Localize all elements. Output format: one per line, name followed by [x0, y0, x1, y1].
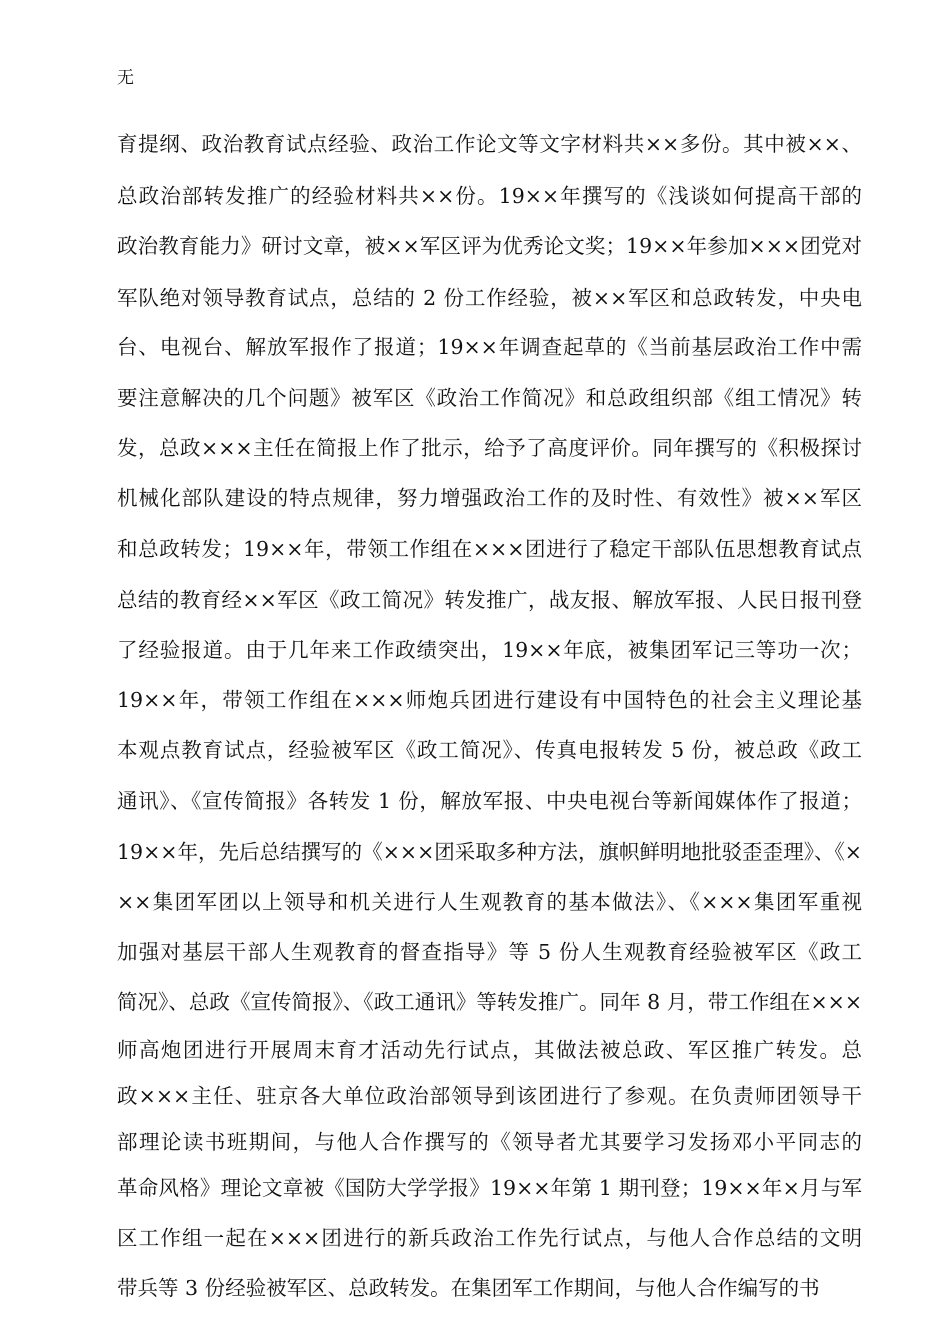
text-line: 师高炮团进行开展周末育才活动先行试点，其做法被总政、军区推广转发。总: [117, 1038, 862, 1062]
text-line: 发，总政×××主任在简报上作了批示，给予了高度评价。同年撰写的《积极探讨: [117, 436, 862, 460]
text-line: 政×××主任、驻京各大单位政治部领导到该团进行了参观。在负责师团领导干: [117, 1084, 862, 1108]
text-line: 区工作组一起在×××团进行的新兵政治工作先行试点，与他人合作总结的文明: [117, 1226, 862, 1250]
text-line: 简况》、总政《宣传简报》、《政工通讯》等转发推广。同年 8 月，带工作组在×××: [117, 990, 862, 1014]
text-line: 总结的教育经××军区《政工简况》转发推广，战友报、解放军报、人民日报刊登: [117, 588, 862, 612]
text-line: 总政治部转发推广的经验材料共××份。19××年撰写的《浅谈如何提高干部的: [117, 184, 862, 208]
text-line: 带兵等 3 份经验被军区、总政转发。在集团军工作期间，与他人合作编写的书: [117, 1276, 820, 1300]
text-line: 加强对基层干部人生观教育的督查指导》等 5 份人生观教育经验被军区《政工: [117, 940, 862, 964]
text-line: 通讯》、《宣传简报》各转发 1 份，解放军报、中央电视台等新闻媒体作了报道；: [117, 789, 862, 813]
text-line: 政治教育能力》研讨文章，被××军区评为优秀论文奖；19××年参加×××团党对: [117, 234, 862, 258]
text-line: 育提纲、政治教育试点经验、政治工作论文等文字材料共××多份。其中被××、: [117, 132, 862, 156]
text-line: 机械化部队建设的特点规律，努力增强政治工作的及时性、有效性》被××军区: [117, 486, 862, 510]
text-line: ××集团军团以上领导和机关进行人生观教育的基本做法》、《×××集团军重视: [117, 890, 862, 914]
text-line: 部理论读书班期间，与他人合作撰写的《领导者尤其要学习发扬邓小平同志的: [117, 1130, 862, 1154]
text-line: 要注意解决的几个问题》被军区《政治工作简况》和总政组织部《组工情况》转: [117, 386, 862, 410]
text-line: 本观点教育试点，经验被军区《政工简况》、传真电报转发 5 份，被总政《政工: [117, 738, 862, 762]
text-line: 和总政转发；19××年，带领工作组在×××团进行了稳定干部队伍思想教育试点: [117, 537, 862, 561]
text-line: 19××年，先后总结撰写的《×××团采取多种方法，旗帜鲜明地批驳歪歪理》、《×: [117, 840, 862, 864]
text-line: 军队绝对领导教育试点，总结的 2 份工作经验，被××军区和总政转发，中央电: [117, 286, 862, 310]
text-line: 革命风格》理论文章被《国防大学学报》19××年第 1 期刊登；19××年×月与军: [117, 1176, 862, 1200]
text-line: 19××年，带领工作组在×××师炮兵团进行建设有中国特色的社会主义理论基: [117, 688, 862, 712]
text-line: 了经验报道。由于几年来工作政绩突出，19××年底，被集团军记三等功一次；: [117, 638, 862, 662]
header-mark: 无: [117, 68, 134, 88]
text-line: 台、电视台、解放军报作了报道；19××年调查起草的《当前基层政治工作中需: [117, 335, 862, 359]
